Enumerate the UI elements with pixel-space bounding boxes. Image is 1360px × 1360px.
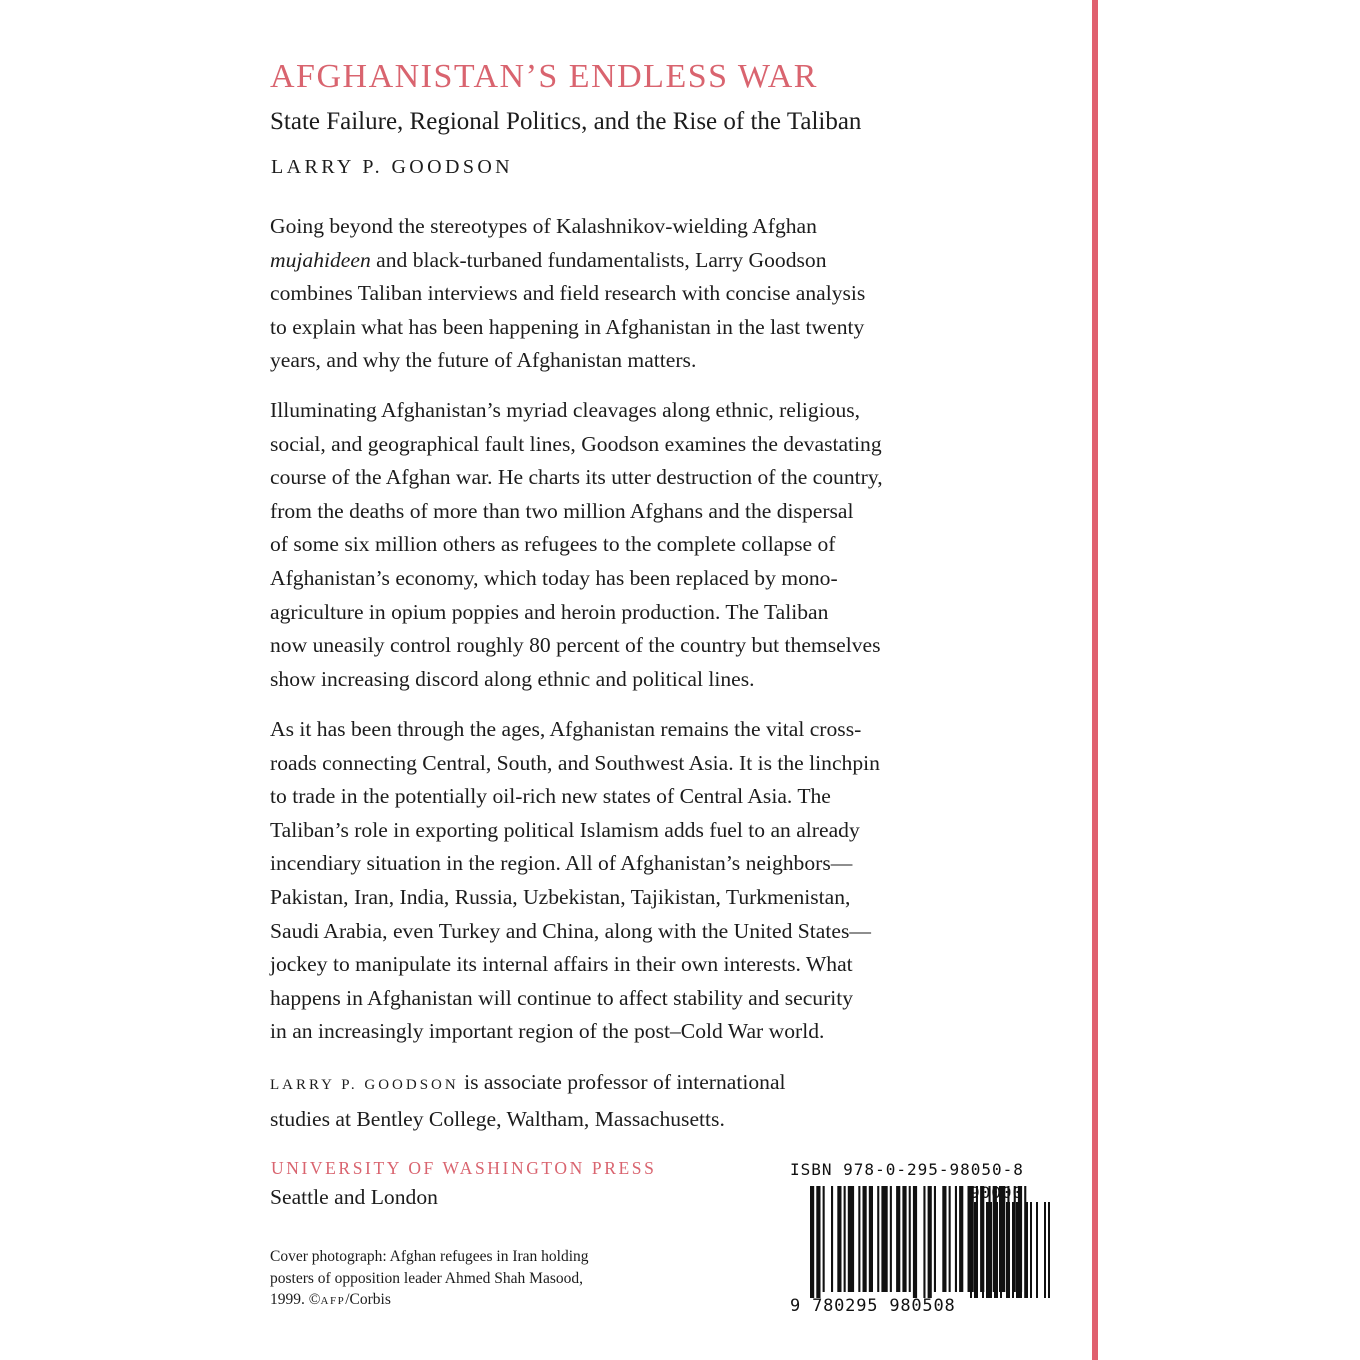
barcode-bar xyxy=(863,1186,867,1292)
isbn-number: ISBN 978-0-295-98050-8 xyxy=(790,1160,1024,1179)
text-line: happens in Afghanistan will continue to affect stability and security xyxy=(270,985,854,1010)
barcode-bar xyxy=(896,1186,900,1292)
text-line: As it has been through the ages, Afghanistan remains the vital cross- xyxy=(270,717,862,741)
text-line: of some six million others as refugees to the complete collapse of xyxy=(270,532,836,557)
barcode-bar xyxy=(1006,1202,1010,1298)
barcode-bar xyxy=(1036,1202,1038,1298)
barcode-bar xyxy=(994,1202,998,1298)
barcode-bar xyxy=(986,1202,992,1298)
barcode-bar xyxy=(909,1186,911,1292)
book-title: AFGHANISTAN’S ENDLESS WAR xyxy=(270,58,818,95)
isbn-barcode xyxy=(790,1160,1050,1320)
book-subtitle: State Failure, Regional Politics, and the Rise of the Taliban xyxy=(270,108,862,135)
text-line: combines Taliban interviews and field research with concise analysis xyxy=(270,281,866,306)
barcode-bar xyxy=(1012,1202,1014,1298)
text-run: and black-turbaned fundamentalists, Larry Goodson xyxy=(370,247,827,272)
text-line xyxy=(270,1066,950,1103)
text-run: is associate professor of international xyxy=(458,1070,786,1094)
barcode-bar xyxy=(902,1186,906,1292)
spine-rule xyxy=(1092,0,1098,1360)
barcode-bar xyxy=(934,1186,936,1292)
agency-name: AFP xyxy=(320,1295,346,1307)
barcode-bar xyxy=(928,1186,932,1298)
barcode-bar xyxy=(1026,1202,1028,1298)
barcode-bar xyxy=(913,1186,917,1298)
barcode-bar xyxy=(810,1186,814,1298)
text-line: agriculture in opium poppies and heroin production. The Taliban xyxy=(270,599,829,624)
barcode-bar xyxy=(844,1186,846,1292)
text-line: in an increasingly important region of the post–Cold War world. xyxy=(270,1019,825,1044)
addon-number: 90000 xyxy=(970,1183,1024,1202)
ean-digits: 9 780295 980508 xyxy=(790,1296,956,1316)
cover-photo-credit xyxy=(270,1246,589,1313)
text-line: from the deaths of more than two million Afghans and the dispersal xyxy=(270,498,854,523)
italic-term: mujahideen xyxy=(270,247,371,272)
barcode-bar xyxy=(1016,1202,1022,1298)
text-line: course of the Afghan war. He charts its utter destruction of the country, xyxy=(270,465,883,490)
text-line: social, and geographical fault lines, Goodson examines the devastating xyxy=(270,431,882,456)
text-run: /Corbis xyxy=(345,1291,391,1308)
barcode-bar xyxy=(1000,1202,1002,1298)
publisher-place: Seattle and London xyxy=(270,1185,438,1209)
text-run: 1999. © xyxy=(270,1291,321,1308)
barcode-bars xyxy=(790,1160,1050,1300)
barcode-bar xyxy=(890,1186,892,1292)
author-bio xyxy=(270,1066,950,1136)
text-line: to explain what has been happening in Afghanistan in the last twenty xyxy=(270,314,865,339)
barcode-bar xyxy=(858,1186,860,1292)
text-line: Going beyond the stereotypes of Kalashnikov-wielding Afghan xyxy=(270,214,817,238)
text-line: show increasing discord along ethnic and political lines. xyxy=(270,666,755,691)
barcode-bar xyxy=(959,1186,963,1292)
text-line: years, and why the future of Afghanistan matters. xyxy=(270,348,697,373)
text-line: Saudi Arabia, even Turkey and China, along with the United States— xyxy=(270,918,871,943)
barcode-bar xyxy=(974,1202,978,1298)
barcode-bar xyxy=(877,1186,879,1292)
blurb-paragraph-3 xyxy=(270,713,950,1049)
text-line xyxy=(270,244,950,278)
text-line: jockey to manipulate its internal affairs in their own interests. What xyxy=(270,952,853,977)
text-line xyxy=(270,1289,589,1313)
barcode-bar xyxy=(1048,1202,1050,1298)
text-line: Afghanistan’s economy, which today has been replaced by mono- xyxy=(270,565,838,590)
barcode-bar xyxy=(837,1186,841,1292)
barcode-bar xyxy=(970,1202,972,1298)
barcode-bar xyxy=(949,1186,951,1292)
barcode-bar xyxy=(1024,1186,1026,1298)
text-line: Taliban’s role in exporting political Islamism adds fuel to an already xyxy=(270,817,860,842)
text-line: posters of opposition leader Ahmed Shah Masood, xyxy=(270,1269,583,1287)
barcode-bar xyxy=(881,1186,887,1292)
barcode-bar xyxy=(982,1202,984,1298)
barcode-bar xyxy=(816,1186,820,1298)
barcode-bar xyxy=(942,1186,946,1292)
barcode-bar xyxy=(955,1186,957,1292)
text-line: roads connecting Central, South, and Southwest Asia. It is the linchpin xyxy=(270,750,880,775)
text-line: Cover photograph: Afghan refugees in Iran holding xyxy=(270,1248,589,1265)
blurb-paragraph-2 xyxy=(270,394,950,696)
barcode-bar xyxy=(923,1186,925,1298)
barcode-bar xyxy=(848,1186,854,1292)
bio-author-name: LARRY P. GOODSON xyxy=(270,1077,459,1093)
text-line: Illuminating Afghanistan’s myriad cleavages along ethnic, religious, xyxy=(270,398,861,422)
text-line: Pakistan, Iran, India, Russia, Uzbekistan, Tajikistan, Turkmenistan, xyxy=(270,884,851,909)
text-line: incendiary situation in the region. All of Afghanistan’s neighbors— xyxy=(270,851,853,876)
barcode-bar xyxy=(1030,1202,1032,1298)
author-name: LARRY P. GOODSON xyxy=(271,156,514,178)
text-line: now uneasily control roughly 80 percent of the country but themselves xyxy=(270,633,881,658)
barcode-bar xyxy=(869,1186,873,1292)
barcode-bar xyxy=(823,1186,825,1292)
barcode-bar xyxy=(831,1186,833,1292)
text-line: studies at Bentley College, Waltham, Massachusetts. xyxy=(270,1106,725,1131)
text-line: to trade in the potentially oil-rich new states of Central Asia. The xyxy=(270,784,831,809)
blurb-paragraph-1 xyxy=(270,210,950,378)
barcode-bar xyxy=(1044,1202,1046,1298)
publisher-name: UNIVERSITY OF WASHINGTON PRESS xyxy=(271,1158,657,1178)
